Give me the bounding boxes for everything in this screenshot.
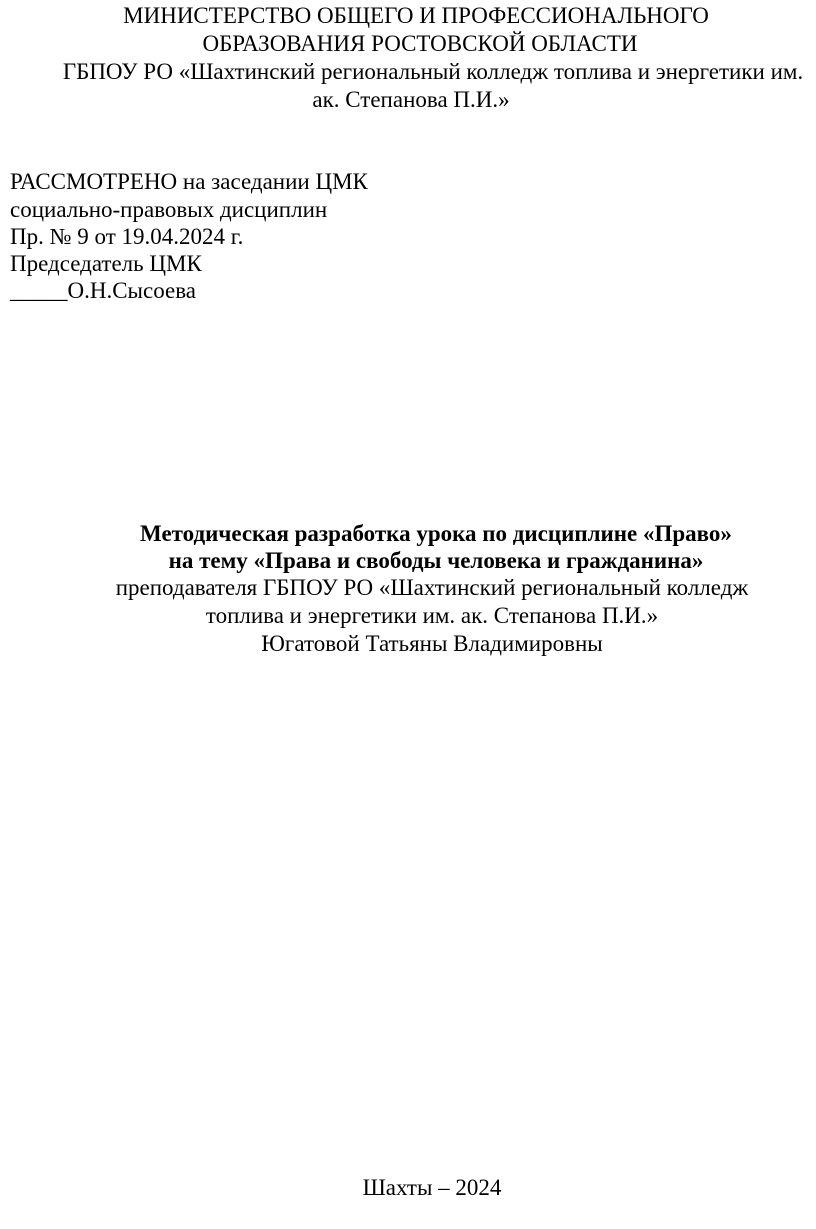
approval-considered: РАССМОТРЕНО на заседании ЦМК — [10, 169, 368, 194]
approval-commission: социально-правовых дисциплин — [10, 197, 328, 222]
ministry-line-1: МИНИСТЕРСТВО ОБЩЕГО И ПРОФЕССИОНАЛЬНОГО — [123, 3, 709, 28]
author-position: преподавателя ГБПОУ РО «Шахтинский региональный колледж — [115, 575, 749, 600]
ministry-line-2: ОБРАЗОВАНИЯ РОСТОВСКОЙ ОБЛАСТИ — [202, 31, 638, 56]
author-name: Югатовой Татьяны Владимировны — [261, 631, 603, 656]
approval-chair-title: Председатель ЦМК — [10, 251, 202, 276]
approval-protocol: Пр. № 9 от 19.04.2024 г. — [10, 224, 244, 249]
author-college: топлива и энергетики им. ак. Степанова П.И.» — [205, 603, 659, 628]
document-title: Методическая разработка урока по дисциплине «Право» — [140, 521, 732, 546]
approval-signature: _____О.Н.Сысоева — [10, 278, 196, 303]
document-topic: на тему «Права и свободы человека и гражданина» — [168, 548, 704, 573]
college-line-1: ГБПОУ РО «Шахтинский региональный колледж топлива и энергетики им. — [62, 59, 804, 84]
city-year: Шахты – 2024 — [362, 1175, 502, 1200]
college-line-2: ак. Степанова П.И.» — [312, 87, 510, 112]
